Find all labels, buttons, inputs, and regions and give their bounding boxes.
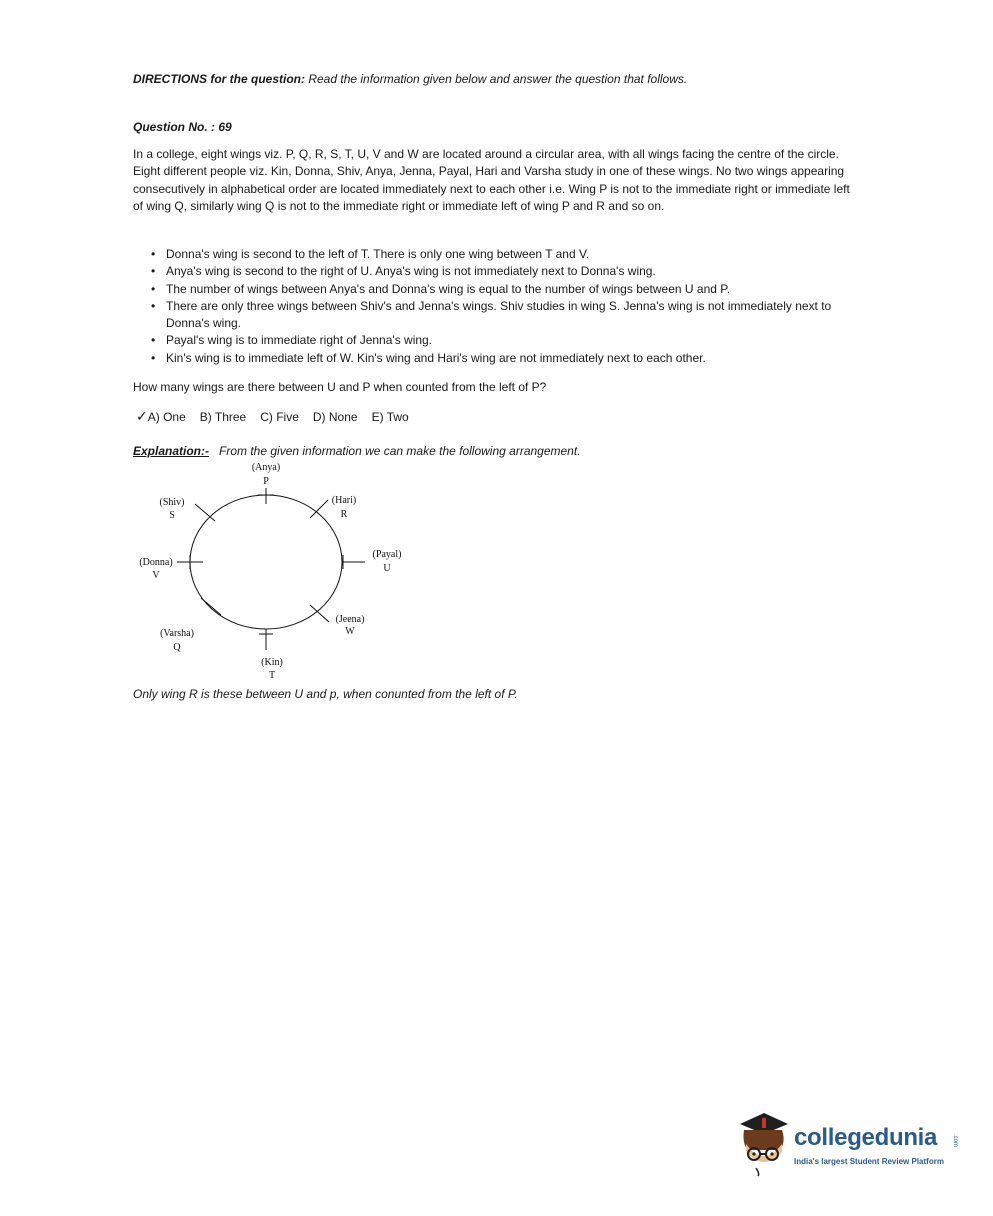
question-text: How many wings are there between U and P when counted from the left of P?	[133, 380, 547, 394]
answer-options	[136, 408, 409, 425]
option-c: C) Five	[260, 410, 299, 424]
question-number: Question No. : 69	[133, 120, 232, 134]
wing-t-person: (Kin)	[261, 657, 283, 668]
wing-r-person: (Hari)	[331, 495, 357, 506]
wing-u-letter: U	[383, 563, 391, 574]
wing-ticks	[177, 488, 365, 650]
wing-v-person: (Donna)	[139, 557, 173, 568]
wing-v-letter: V	[152, 570, 160, 581]
wing-s-letter: S	[169, 510, 175, 521]
tick-q	[201, 598, 221, 615]
directions-label: DIRECTIONS for the question:	[133, 72, 305, 86]
tick-s	[195, 504, 215, 521]
directions	[133, 72, 687, 86]
wing-u-person: (Payal)	[372, 549, 402, 560]
option-a-label: A) One	[147, 410, 186, 424]
wing-q-letter: Q	[173, 642, 181, 653]
clue-item: • Kin's wing is to immediate left of W. Kin's wing and Hari's wing are not immediately next to each other.	[133, 350, 873, 367]
wing-q-person: (Varsha)	[160, 628, 194, 639]
logo-wordmark: collegedunia	[794, 1124, 938, 1151]
wing-r-letter: R	[340, 509, 348, 520]
option-e: E) Two	[371, 410, 409, 424]
clue-item: • The number of wings between Anya's and Donna's wing is equal to the number of wings between U and P.	[133, 281, 873, 298]
wing-w-letter: W	[345, 626, 355, 637]
clue-item: • There are only three wings between Shiv's and Jenna's wings. Shiv studies in wing S. Jenna's wing is not immediately next to Donna's wing.	[133, 298, 873, 333]
wing-s-person: (Shiv)	[159, 497, 185, 508]
option-d: D) None	[312, 410, 358, 424]
tick-w	[310, 605, 329, 622]
logo-tagline: India's largest Student Review Platform	[794, 1157, 944, 1166]
directions-text: Read the information given below and answer the question that follows.	[305, 72, 688, 86]
wing-w-person: (Jeena)	[335, 614, 365, 625]
clue-item: • Anya's wing is second to the right of U. Anya's wing is not immediately next to Donna's wing.	[133, 263, 873, 280]
option-a	[136, 408, 186, 425]
arrangement-circle	[190, 495, 342, 629]
wing-t-letter: T	[268, 670, 276, 681]
question-paragraph: In a college, eight wings viz. P, Q, R, S, T, U, V and W are located around a circular area, with all wings facing the centre of the circle. Eight different people viz. Kin, Donna, Shiv, Anya, Jenna, Payal, Hari and Varsha study in one of these wings. No two wings appearing consecutively in alphabetical order are located immediately next to each other i.e. Wing P is not to the immediate right or immediate left of wing Q, similarly wing Q is not to the immediate right or immediate left of wing P and R and so on.	[133, 147, 850, 213]
clue-item: • Donna's wing is second to the left of T. There is only one wing between T and V.	[133, 246, 873, 263]
logo-domain: .com	[952, 1134, 958, 1148]
explanation-label: Explanation:-	[133, 444, 210, 458]
wing-p-person: (Anya)	[251, 462, 281, 473]
mascot-icon	[736, 1110, 792, 1176]
wing-p-letter: P	[263, 476, 269, 487]
explanation-conclusion: Only wing R is these between U and p, when conunted from the left of P.	[133, 687, 518, 701]
circular-arrangement-diagram	[125, 455, 402, 685]
option-b: B) Three	[199, 410, 247, 424]
collegedunia-logo	[736, 1110, 966, 1180]
clue-item: • Payal's wing is to immediate right of Jenna's wing.	[133, 332, 873, 349]
check-icon: ✓	[136, 408, 148, 424]
clue-list	[133, 246, 873, 367]
explanation-text: From the given information we can make the following arrangement.	[219, 444, 581, 458]
